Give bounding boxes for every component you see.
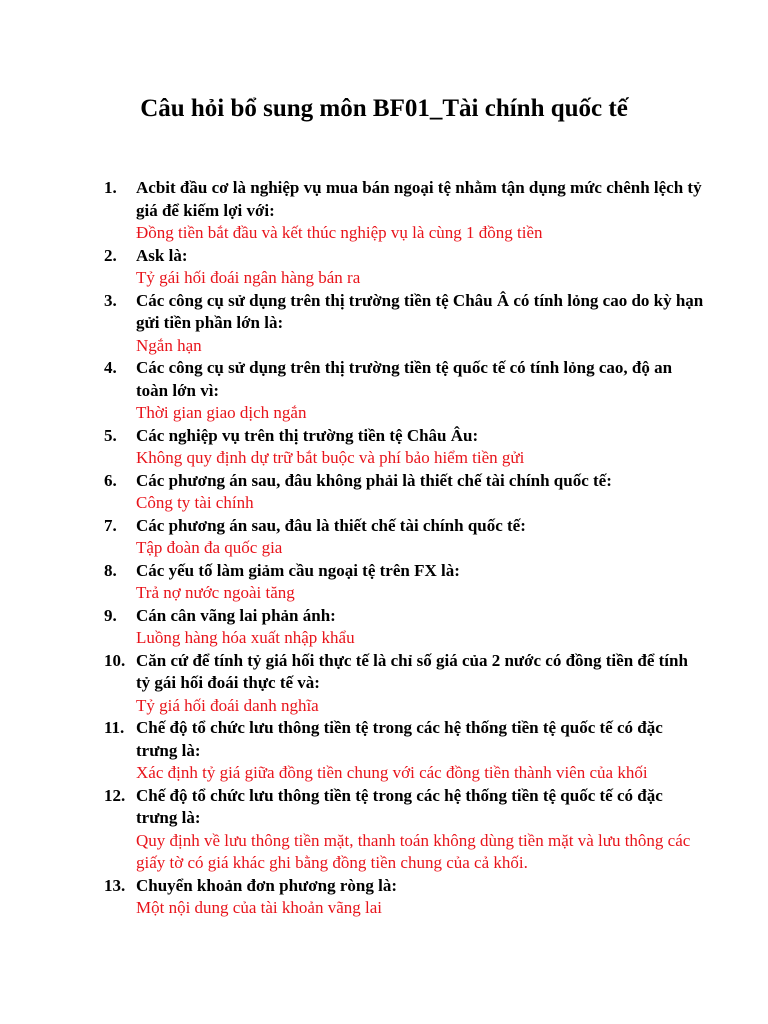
question-text: Chế độ tổ chức lưu thông tiền tệ trong các hệ thống tiền tệ quốc tế có đặc trưng là: [136,785,663,827]
question-text: Chuyển khoản đơn phương ròng là: [136,875,397,895]
list-item [104,425,704,470]
question-text: Các nghiệp vụ trên thị trường tiền tệ Châu Âu: [136,425,479,445]
question-text: Cán cân vãng lai phản ánh: [136,605,336,625]
question-text: Ask là: [136,245,188,265]
question-number: 11. [104,718,125,737]
list-item [104,515,704,560]
list-item [104,357,704,425]
document-title: Câu hỏi bổ sung môn BF01_Tài chính quốc tế [140,95,628,122]
question-text: Acbit đầu cơ là nghiệp vụ mua bán ngoại tệ nhằm tận dụng mức chênh lệch tỷ giá để kiếm lợi với: [136,178,702,220]
question-text: Các phương án sau, đâu là thiết chế tài chính quốc tế: [136,515,526,535]
question-number: 2. [104,245,117,265]
question-number: 10. [104,650,126,670]
list-item [104,785,704,875]
question-list [104,177,704,920]
question-number: 3. [104,290,117,310]
question-number: 5. [104,425,117,445]
list-item [104,875,704,920]
list-item [104,245,704,290]
list-item [104,177,704,245]
answer-text: Đồng tiền bắt đầu và kết thúc nghiệp vụ là cùng 1 đồng tiền [136,223,543,242]
question-text: Các phương án sau, đâu không phải là thiết chế tài chính quốc tế: [136,470,612,490]
answer-text: Tỷ giá hối đoái danh nghĩa [136,695,319,715]
answer-text: Tỷ gái hối đoái ngân hàng bán ra [136,268,361,287]
question-number: 7. [104,515,117,535]
answer-text: Thời gian giao dịch ngắn [136,403,307,422]
question-text: Căn cứ để tính tỷ giá hối thực tế là chỉ số giá của 2 nước có đồng tiền để tính tỷ gái hối đoái thực tế và: [136,650,688,692]
question-number: 9. [104,605,117,625]
question-number: 1. [104,178,117,197]
list-item [104,290,704,358]
answer-text: Một nội dung của tài khoản vãng lai [136,898,382,917]
list-item [104,560,704,605]
answer-text: Luồng hàng hóa xuất nhập khẩu [136,628,355,647]
answer-text: Trả nợ nước ngoài tăng [136,583,295,602]
question-text: Các công cụ sử dụng trên thị trường tiền tệ quốc tế có tính lỏng cao, độ an toàn lớn vì: [136,358,673,400]
list-item [104,650,704,718]
answer-text: Không quy định dự trữ bắt buộc và phí bảo hiểm tiền gửi [136,448,525,467]
question-number: 13. [104,875,126,895]
answer-text: Công ty tài chính [136,493,254,512]
answer-text: Ngắn hạn [136,335,202,355]
list-item [104,470,704,515]
answer-text: Tập đoàn đa quốc gia [136,538,283,557]
list-item [104,717,704,785]
question-text: Chế độ tổ chức lưu thông tiền tệ trong các hệ thống tiền tệ quốc tế có đặc trưng là: [136,718,663,760]
question-text: Các công cụ sử dụng trên thị trường tiền tệ Châu Â có tính lỏng cao do kỳ hạn gửi tiền phần lớn là: [136,290,704,332]
question-number: 4. [104,358,117,377]
question-number: 12. [104,785,126,805]
answer-text: Xác định tỷ giá giữa đồng tiền chung với các đồng tiền thành viên của khối [136,763,648,782]
list-item [104,605,704,650]
question-number: 6. [104,470,117,490]
answer-text: Quy định về lưu thông tiền mặt, thanh toán không dùng tiền mặt và lưu thông các giấy tờ có giá khác ghi bằng đồng tiền chung của cả khối. [136,830,691,872]
question-number: 8. [104,560,117,580]
question-text: Các yếu tố làm giảm cầu ngoại tệ trên FX là: [136,560,460,580]
